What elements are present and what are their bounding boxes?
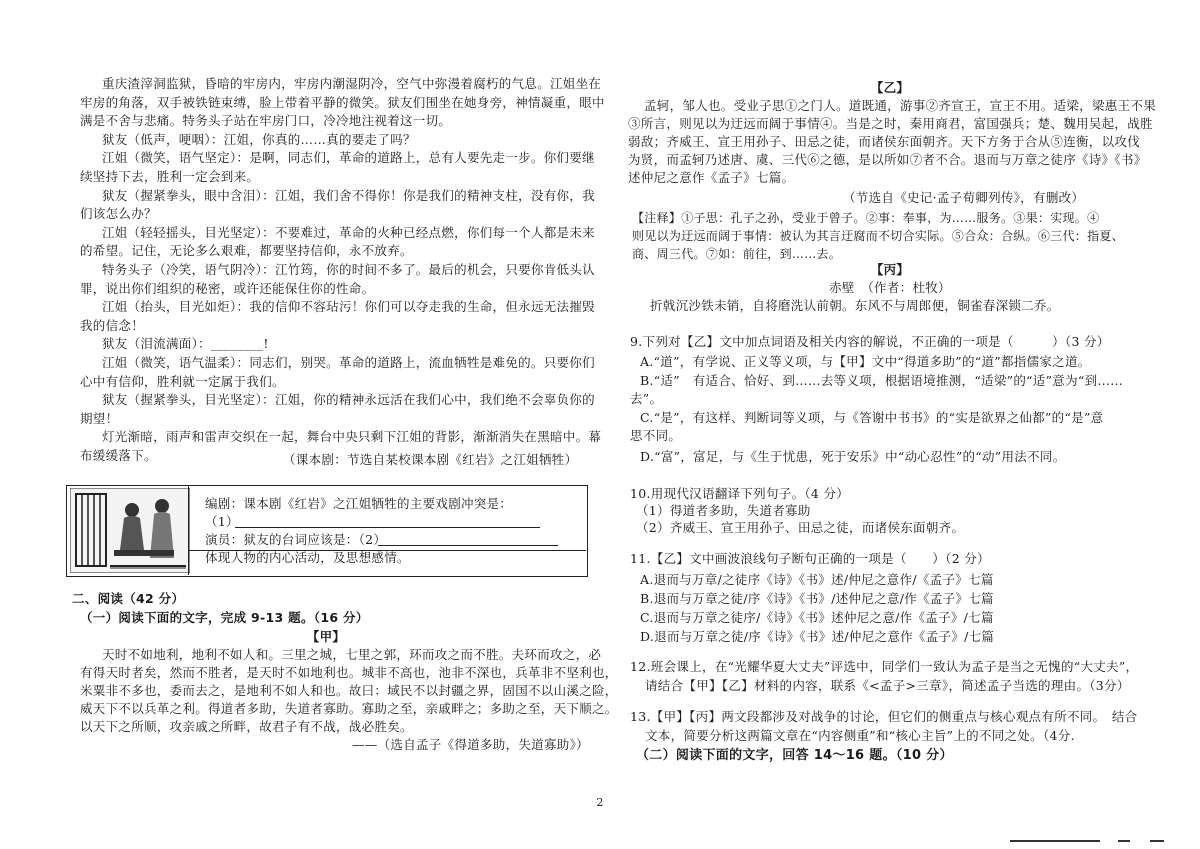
script-line-7: 狱友（握紧拳头，眼中含泪）：江姐，我们舍不得你！你是我们的精神支柱，没有你，我 [102,187,595,203]
q9-option-c-1[interactable]: C.“是”，有这样、判断词等义项，与《答谢中书书》的“实是欲界之仙都”的“是”意 [640,410,1104,425]
q12-line-1: 12.班会课上，在“光耀华夏大丈夫”评选中，同学们一致认为孟子是当之无愧的“大丈夫”， [630,659,1139,674]
box-line-2-prefix: （1） [205,514,239,529]
script-line-20: 灯光渐暗，雨声和雷声交织在一起，舞台中央只剩下江姐的背影，渐渐消失在黑暗中。幕 [102,429,602,445]
q9-option-b-2: 去”。 [630,391,663,406]
script-line-16: 江姐（微笑，语气温柔）：同志们，别哭。革命的道路上，流血牺牲是难免的。只要你们 [102,355,595,370]
script-line-2: 牢房的角落，双手被铁链束缚，脸上带着平静的微笑。狱友们围坐在她身旁，神情凝重，眼中 [80,94,605,110]
q13-line-1: 13.【甲】【丙】两文段都涉及对战争的讨论，但它们的侧重点与核心观点有所不同。 结合 [630,709,1138,724]
q11-option-c[interactable]: C.退而与万章之徒序/《诗》《书》述仲尼之意/作《孟子》/七篇 [640,610,994,625]
q11-stem: 11.【乙】文中画波浪线句子断句正确的一项是（ ）（2 分） [630,551,990,566]
script-line-17: 心中有信仰，胜利就一定属于我们。 [80,373,285,389]
script-line-9: 江姐（轻轻摇头，目光坚定）：不要难过，革命的火种已经点燃，你们每一个人都是未来 [102,224,595,240]
jia-line-1: 天时不如地利，地利不如人和。三里之城，七里之郭，环而攻之而不胜。夫环而攻之，必 [102,647,602,662]
script-line-8: 们该怎么办？ [80,206,157,222]
q11-option-a[interactable]: A.退而与万章/之徒序《诗》《书》述/仲尼之意作/《孟子》七篇 [640,572,994,587]
woodcut-illustration [70,488,190,573]
scan-mark-3 [1150,840,1164,842]
yi-line-1: 孟轲，邹人也。受业子思①之门人。道既通，游事②齐宣王，宣王不用。适梁，梁惠王不果 [644,98,1157,113]
q9-stem: 9.下列对【乙】文中加点词语及相关内容的解说，不正确的一项是（ ）（3 分） [630,334,1110,349]
script-line-19: 期望！ [80,410,119,426]
scan-mark [1010,840,1100,842]
answer-blank-2[interactable] [378,545,558,546]
script-line-18: 狱友（握紧拳头，目光坚定）：江姐，你的精神永远活在我们心中，我们绝不会辜负你的 [102,392,595,408]
sub-section-title: （一）阅读下面的文字，完成 9-13 题。（16 分） [80,610,369,625]
script-line-13: 江姐（抬头，目光如炬）：我的信仰不容玷污！你们可以夺走我的生命，但永远无法摧毁 [102,299,595,315]
q10-sentence-1: （1）得道者多助，失道者寡助 [636,503,811,518]
q11-option-d[interactable]: D.退而与万章之徒/序《诗》《书》述/仲尼之意作《孟子》/七篇 [640,629,995,644]
script-source: （课本剧：节选自某校课本剧《红岩》之江姐牺牲） [283,452,578,467]
yi-source: （节选自《史记·孟子荀卿列传》，有删改） [843,190,1085,205]
script-line-15: 狱友（泪流满面）：________! [102,336,269,352]
q9-option-c-2: 思不同。 [630,428,682,443]
note-line-3: 商、周三代。⑦如：前往，到……去。 [632,247,842,261]
script-line-5: 江姐（微笑，语气坚定）：是啊，同志们，革命的道路上，总有人要先走一步。你们要继 [102,150,595,166]
q9-option-a[interactable]: A.“道”，有学说、正义等义项，与【甲】文中“得道多助”的“道”都指儒家之道。 [640,354,1091,369]
bing-title: 【丙】 [870,262,910,277]
q10-stem: 10.用现代汉语翻译下列句子。（4 分） [630,486,850,501]
box-line-4: 体现人物的内心活动，及思想感情。 [205,550,410,565]
page-number: 2 [596,796,604,809]
yi-line-3: 弱敌；齐威王、宣王用孙子、田忌之徒，而诸侯东面朝齐。天下方务于合从⑤连衡，以攻伐 [628,134,1141,149]
q9-option-b-1[interactable]: B.“适” 有适合、恰好、到……去等义项，根据语境推测，“适梁”的“适”意为“到…… [640,373,1123,388]
poem-title: 赤壁 （作者：杜牧） [829,280,951,295]
yi-line-4: 为贤，而孟轲乃述唐、虞、三代⑥之德，是以所如⑦者不合。退而与万章之徒序《诗》《书》 [628,152,1147,167]
jia-line-4: 威天下不以兵革之利。得道者多助，失道者寡助。寡助之至，亲戚畔之；多助之至，天下顺之。 [80,701,618,716]
script-line-10: 的希望。记住，无论多么艰难，都要坚持信仰，永不放弃。 [80,243,413,259]
yi-title: 【乙】 [870,80,910,95]
q9-option-d[interactable]: D.“富”，富足，与《生于忧患，死于安乐》中“动心忍性”的“动”用法不同。 [640,449,1066,464]
script-line-6: 续坚持下去，胜利一定会到来。 [80,169,260,184]
q10-sentence-2: （2）齐威王、宣王用孙子、田忌之徒，而诸侯东面朝齐。 [636,520,965,535]
script-line-12: 罪，说出你们组织的秘密，或许还能保住你的性命。 [80,280,375,296]
script-line-3: 满是不舍与悲痛。特务头子站在牢房门口，冷冷地注视着这一切。 [80,113,452,129]
jia-title: 【甲】 [306,629,346,644]
script-line-1: 重庆渣滓洞监狱，昏暗的牢房内，牢房内潮湿阴冷，空气中弥漫着腐朽的气息。江姐坐在 [102,76,602,91]
poem-line: 折戟沉沙铁未销，自将磨洗认前朝。东风不与周郎便，铜雀春深锁二乔。 [650,298,1060,313]
box-line-1: 编剧：课本剧《红岩》之江姐牺牲的主要戏剧冲突是： [205,496,513,511]
jia-line-5: 以天下之所顺，攻亲戚之所畔，故君子有不战，战必胜矣。 [80,719,413,734]
answer-blank-1[interactable] [235,527,540,528]
script-line-14: 我的信念！ [80,317,145,333]
q13-line-2: 文本，简要分析这两篇文章在“内容侧重”和“核心主旨”上的不同之处。（4分. [645,728,1075,743]
yi-line-5: 述仲尼之意作《孟子》七篇。 [628,170,795,185]
jia-source: ——（选自孟子《得道多助，失道寡助》） [352,737,589,752]
box-divider [188,485,189,575]
script-line-21: 布缓缓落下。 [80,448,157,463]
jia-line-2: 有得天时者矣，然而不胜者，是天时不如地利也。城非不高也，池非不深也，兵革非不坚利也， [80,665,618,680]
box-line-3-prefix: 演员：狱友的台词应该是：（2） [205,532,387,547]
section-title: 二、阅读（42 分） [72,591,185,606]
q12-line-2: 请结合【甲】【乙】材料的内容，联系《<孟子>三章》，简述孟子当选的理由。（3分） [645,678,1130,693]
scan-mark-2 [1118,840,1130,842]
yi-line-2: ③所言，则见以为迂远而阔于事情④。当是之时，秦用商君，富国强兵；楚、魏用吴起，战胜 [628,116,1153,131]
q11-option-b[interactable]: B.退而与万章之徒/序《诗》《书》/述仲尼之意/作《孟子》七篇 [640,591,994,606]
script-line-4: 狱友（低声，哽咽）：江姐，你真的……真的要走了吗？ [102,131,416,147]
note-line-1: 【注释】①子思：孔子之孙，受业于曾子。②事：奉事，为……服务。③果：实现。④ [632,211,1100,225]
jia-line-3: 米粟非不多也，委而去之，是地利不如人和也。故曰：域民不以封疆之界，固国不以山溪之险， [80,683,618,698]
part-two-title: （二）阅读下面的文字，回答 14～16 题。（10 分） [636,748,953,763]
script-line-11: 特务头子（冷笑，语气阴冷）：江竹筠，你的时间不多了。最后的机会，只要你肯低头认 [102,262,595,277]
note-line-2: 则见以为迂远而阔于事情：被认为其言迂腐而不切合实际。⑤合众：合纵。⑥三代：指夏、 [632,229,1125,243]
